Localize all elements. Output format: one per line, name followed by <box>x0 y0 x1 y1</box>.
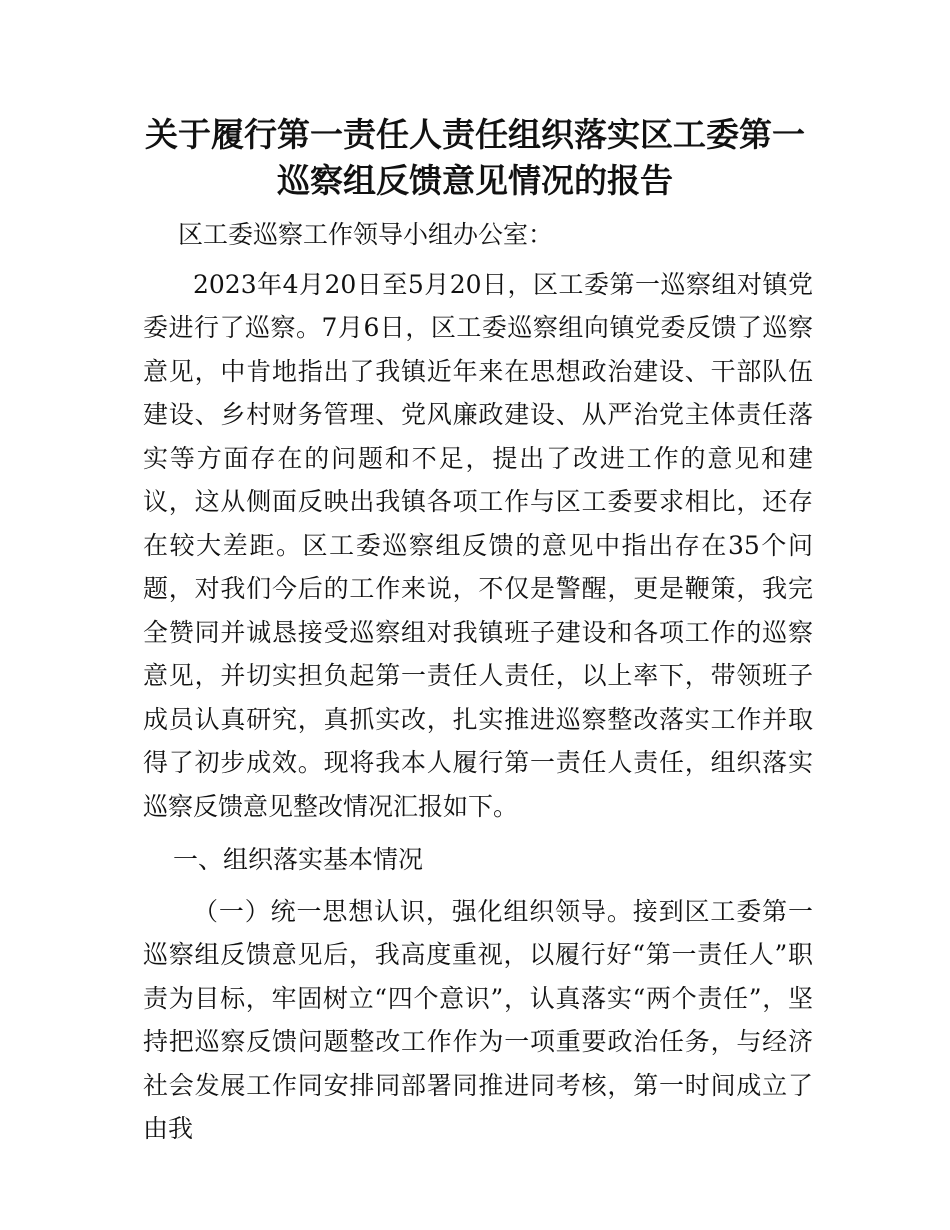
section-heading: 一、组织落实基本情况 <box>173 845 424 874</box>
document-body <box>143 213 813 1161</box>
paragraph-intro: 2023年4月20日至5月20日，区工委第一巡察组对镇党委进行了巡察。7月6日，区工委巡察组向镇党委反馈了巡察意见，中肯地指出了我镇近年来在思想政治建设、干部队伍建设、乡村财务管理、党风廉政建设、从严治党主体责任落实等方面存在的问题和不足，提出了改进工作的意见和建议，这从侧面反映出我镇各项工作与区工委要求相比，还存在较大差距。区工委巡察组反馈的意见中指出存在35个问题，对我们今后的工作来说，不仅是警醒，更是鞭策，我完全赞同并诚恳接受巡察组对我镇班子建设和各项工作的巡察意见，并切实担负起第一责任人责任，以上率下，带领班子成员认真研究，真抓实改，扎实推进巡察整改落实工作并取得了初步成效。现将我本人履行第一责任人责任，组织落实巡察反馈意见整改情况汇报如下。 <box>143 269 813 821</box>
paragraph-organization: （一）统一思想认识，强化组织领导。接到区工委第一巡察组反馈意见后，我高度重视，以履行好“第一责任人”职责为目标，牢固树立“四个意识”，认真落实“两个责任”，坚持把巡察反馈问题整改工作作为一项重要政治任务，与经济社会发展工作同安排同部署同推进同考核，第一时间成立了由我 <box>143 896 813 1143</box>
document-title <box>120 112 830 204</box>
title-line-2: 巡察组反馈意见情况的报告 <box>277 161 673 200</box>
title-line-1: 关于履行第一责任人责任组织落实区工委第一 <box>145 115 805 154</box>
salutation: 区工委巡察工作领导小组办公室： <box>178 220 554 249</box>
